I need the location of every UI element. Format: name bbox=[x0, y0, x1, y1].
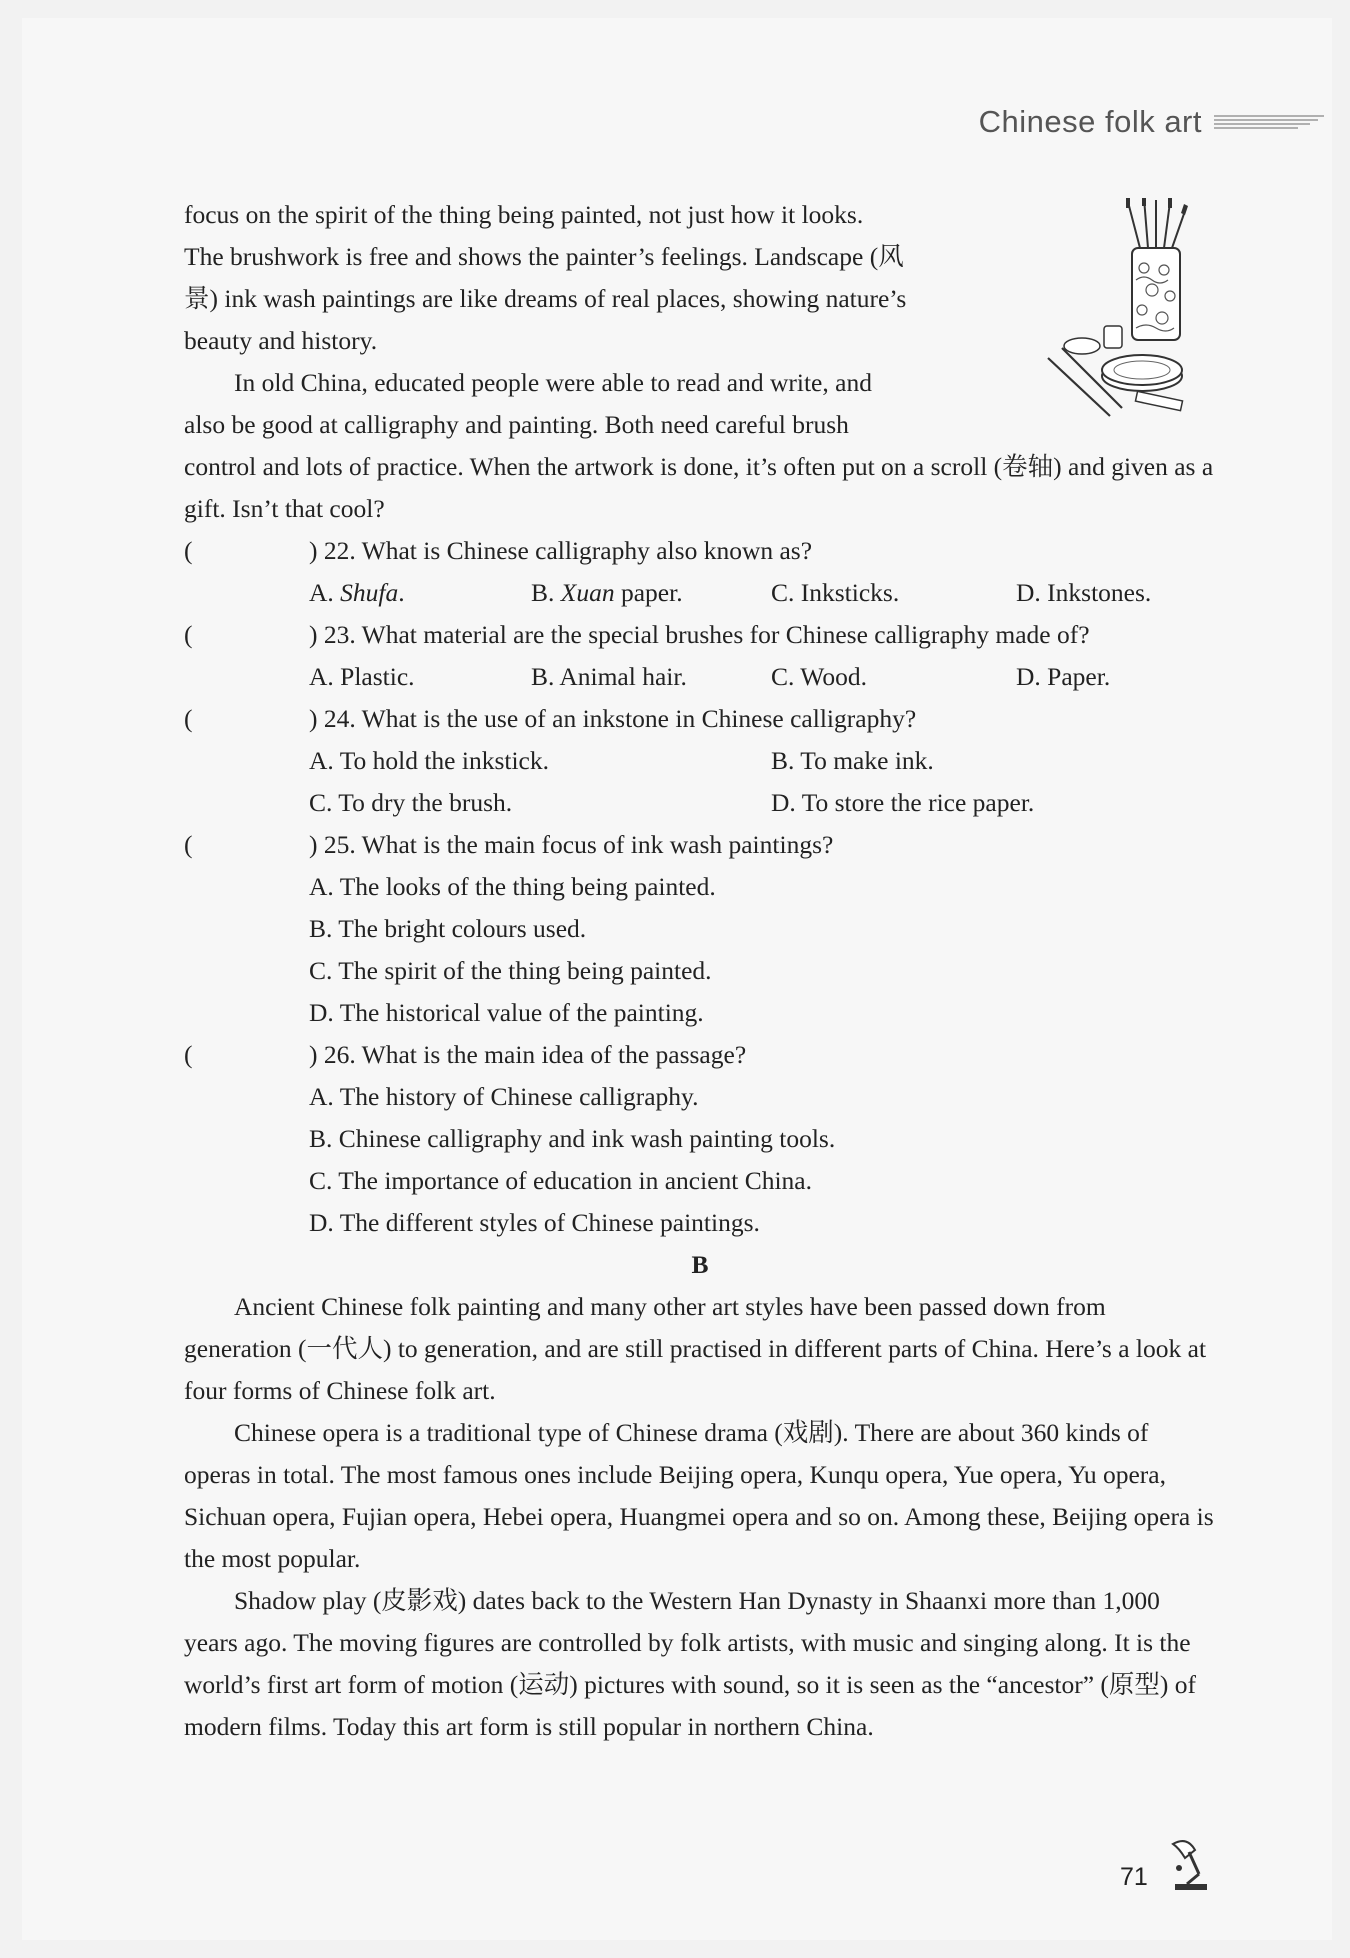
question-23 bbox=[184, 614, 1216, 698]
passage-a-paragraph-1 bbox=[184, 194, 1024, 362]
page-content bbox=[184, 194, 1216, 1748]
option-c: C. Inksticks. bbox=[771, 578, 900, 607]
section-b-paragraph-1: Ancient Chinese folk painting and many other art styles have been passed down from generation (一代人) to generation, and are still practised in different parts of China. Here’s a look at four forms of Chinese folk art. bbox=[184, 1292, 1207, 1405]
question-22 bbox=[184, 530, 1216, 614]
text-line: focus on the spirit of the thing being painted, not just how it looks. bbox=[184, 200, 864, 229]
option-a: A. Shufa. bbox=[309, 578, 405, 607]
option-b: B. Animal hair. bbox=[531, 662, 687, 691]
option-c: C. The spirit of the thing being painted. bbox=[309, 956, 712, 985]
answer-blank-open[interactable]: ( bbox=[184, 704, 193, 733]
answer-blank-open[interactable]: ( bbox=[184, 620, 193, 649]
option-a: A. Plastic. bbox=[309, 662, 415, 691]
option-c: C. The importance of education in ancient China. bbox=[309, 1166, 813, 1195]
page-number: 71 bbox=[1120, 1863, 1148, 1891]
question-stem: ) 23. What material are the special brushes for Chinese calligraphy made of? bbox=[309, 620, 1090, 649]
question-25 bbox=[184, 824, 1216, 1034]
question-stem: ) 24. What is the use of an inkstone in Chinese calligraphy? bbox=[309, 704, 917, 733]
italic-term: Xuan bbox=[560, 578, 615, 607]
chapter-title: Chinese folk art bbox=[978, 104, 1202, 139]
option-d: D. The different styles of Chinese paintings. bbox=[309, 1208, 760, 1237]
option-b: B. Chinese calligraphy and ink wash painting tools. bbox=[309, 1124, 836, 1153]
section-b-paragraph-3: Shadow play (皮影戏) dates back to the Western Han Dynasty in Shaanxi more than 1,000 years ago. The moving figures are controlled by folk artists, with music and singing along. It is the world’s first art form of motion (运动) pictures with sound, so it is seen as the “ancestor” (原型) of modern films. Today this art form is still popular in northern China. bbox=[184, 1586, 1196, 1741]
option-d: D. Paper. bbox=[1016, 662, 1111, 691]
italic-term: Shufa bbox=[340, 578, 399, 607]
text-line: The brushwork is free and shows the painter’s feelings. Landscape (风 bbox=[184, 242, 904, 271]
question-stem: ) 25. What is the main focus of ink wash paintings? bbox=[309, 830, 834, 859]
option-a: A. The history of Chinese calligraphy. bbox=[309, 1082, 699, 1111]
option-d: D. Inkstones. bbox=[1016, 578, 1152, 607]
option-a: A. The looks of the thing being painted. bbox=[309, 872, 716, 901]
text-line: In old China, educated people were able to read and write, and bbox=[234, 368, 872, 397]
option-a: A. To hold the inkstick. bbox=[309, 746, 549, 775]
question-stem: ) 22. What is Chinese calligraphy also known as? bbox=[309, 536, 813, 565]
option-c: C. To dry the brush. bbox=[309, 788, 513, 817]
option-b: B. The bright colours used. bbox=[309, 914, 587, 943]
section-b-paragraph-2: Chinese opera is a traditional type of Chinese drama (戏剧). There are about 360 kinds of operas in total. The most famous ones include Beijing opera, Kunqu opera, Yue opera, Yu opera, Sichuan opera, Fujian opera, Hebei opera, Huangmei opera and so on. Among these, Beijing opera is the most popular. bbox=[184, 1418, 1214, 1573]
running-header bbox=[979, 102, 1332, 142]
section-b-heading: B bbox=[691, 1250, 709, 1279]
question-26 bbox=[184, 1034, 1216, 1244]
text-line: beauty and history. bbox=[184, 326, 378, 355]
textbook-page bbox=[22, 18, 1332, 1940]
text-line: also be good at calligraphy and painting. Both need careful brush bbox=[184, 410, 849, 439]
header-lines-decoration bbox=[1214, 112, 1332, 132]
answer-blank-open[interactable]: ( bbox=[184, 536, 193, 565]
answer-blank-open[interactable]: ( bbox=[184, 1040, 193, 1069]
option-d: D. To store the rice paper. bbox=[771, 788, 1035, 817]
question-stem: ) 26. What is the main idea of the passage? bbox=[309, 1040, 747, 1069]
option-d: D. The historical value of the painting. bbox=[309, 998, 704, 1027]
text-line: 景) ink wash paintings are like dreams of real places, showing nature’s bbox=[184, 284, 907, 313]
answer-blank-open[interactable]: ( bbox=[184, 830, 193, 859]
option-b: B. Xuan paper. bbox=[531, 578, 683, 607]
text-line: control and lots of practice. When the artwork is done, it’s often put on a scroll (卷轴) and given as a gift. Isn’t that cool? bbox=[184, 452, 1214, 523]
desk-lamp-icon bbox=[1165, 1838, 1215, 1894]
question-24 bbox=[184, 698, 1216, 824]
option-b: B. To make ink. bbox=[771, 746, 934, 775]
passage-a-paragraph-2 bbox=[184, 362, 1216, 530]
option-c: C. Wood. bbox=[771, 662, 867, 691]
